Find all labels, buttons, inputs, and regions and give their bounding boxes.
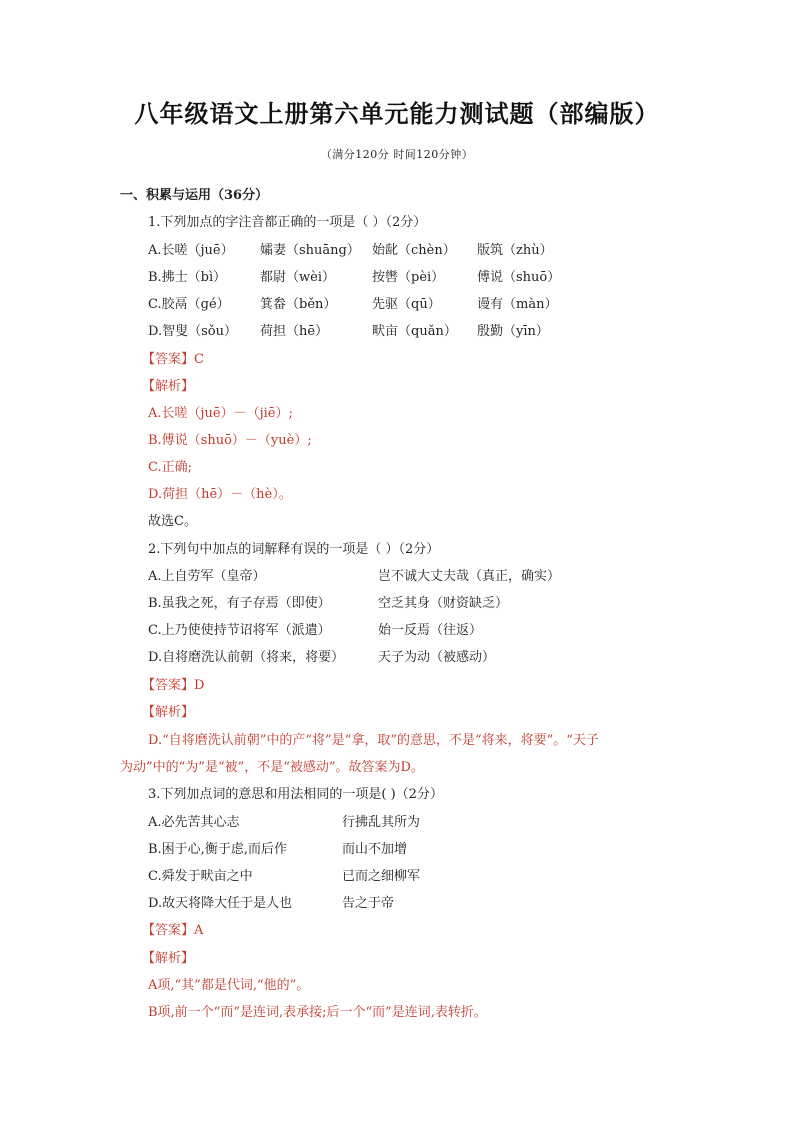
q2-stem: 2.下列句中加点的词解释有误的一项是（ ）（2分） xyxy=(148,542,440,557)
page-title: 八年级语文上册第六单元能力测试题（部编版） xyxy=(134,99,660,128)
page-subtitle: （满分120分 时间120分钟） xyxy=(320,148,474,161)
q2-note-line1: D.“自将磨洗认前朝”中的产“将”是“拿，取”的意思，不是“将来，将要”。“天子 xyxy=(148,733,599,748)
q1-c-3: 先驱（qū） xyxy=(372,297,441,312)
q3-stem: 3.下列加点词的意思和用法相同的一项是( )（2分） xyxy=(148,787,443,802)
q1-b-3: 按辔（pèi） xyxy=(372,270,445,285)
q3-a-2: 行拂乱其所为 xyxy=(342,815,421,830)
q3-a-1: A.必先苦其心志 xyxy=(148,815,240,830)
q2-analysis-label: 【解析】 xyxy=(142,705,195,720)
q1-note-a: A.长嗟（juē）－（jiē）; xyxy=(148,406,293,421)
q1-a-3: 始龀（chèn） xyxy=(372,243,456,258)
q1-a-1: A.长嗟（juē） xyxy=(148,243,234,258)
q1-conclusion: 故选C。 xyxy=(148,514,197,529)
q1-b-2: 都尉（wèi） xyxy=(260,270,335,285)
q1-d-2: 荷担（hē） xyxy=(260,324,329,339)
q1-d-3: 畎亩（quǎn） xyxy=(372,324,457,339)
q3-answer: 【答案】A xyxy=(142,923,204,938)
q2-c-2: 始一反焉（往返） xyxy=(378,623,483,638)
q3-b-2: 而山不加增 xyxy=(342,842,408,857)
q3-note-b: B项,前一个“而”是连词,表承接;后一个“而”是连词,表转折。 xyxy=(148,1005,487,1020)
q1-d-4: 殷勤（yīn） xyxy=(477,324,549,339)
q3-note-a: A项,“其”都是代词,“他的”。 xyxy=(148,978,310,993)
q1-b-4: 傅说（shuō） xyxy=(477,270,561,285)
q1-c-1: C.胶鬲（gé） xyxy=(148,297,230,312)
q1-stem: 1.下列加点的字注音都正确的一项是（ ）（2分） xyxy=(148,215,427,230)
q2-note-line2: 为动”中的“为”是“被”，不是“被感动”。故答案为D。 xyxy=(120,760,424,775)
q2-a-1: A.上自劳军（皇帝） xyxy=(148,569,266,584)
q1-b-1: B.拂士（bì） xyxy=(148,270,227,285)
q3-analysis-label: 【解析】 xyxy=(142,951,195,966)
q1-c-2: 箕畚（běn） xyxy=(260,297,337,312)
q1-c-4: 谩有（màn） xyxy=(477,297,558,312)
q1-note-c: C.正确; xyxy=(148,460,192,475)
q1-d-1: D.智叟（sǒu） xyxy=(148,324,237,339)
q2-d-2: 天子为动（被感动） xyxy=(378,650,496,665)
q1-analysis-label: 【解析】 xyxy=(142,379,195,394)
q3-d-2: 告之于帝 xyxy=(342,896,395,911)
q2-answer: 【答案】D xyxy=(142,678,205,693)
q2-c-1: C.上乃使使持节诏将军（派遣） xyxy=(148,623,331,638)
q3-b-1: B.困于心,衡于虑,而后作 xyxy=(148,842,287,857)
q3-c-1: C.舜发于畎亩之中 xyxy=(148,869,253,884)
q1-note-b: B.傅说（shuō）－（yuè）; xyxy=(148,433,312,448)
q3-c-2: 已而之细柳军 xyxy=(342,869,421,884)
q1-a-4: 版筑（zhù） xyxy=(477,243,553,258)
q2-a-2: 岂不诚大丈夫哉（真正，确实） xyxy=(378,569,561,584)
q3-d-1: D.故天将降大任于是人也 xyxy=(148,896,293,911)
q2-d-1: D.自将磨洗认前朝（将来，将要） xyxy=(148,650,345,665)
q1-a-2: 孀妻（shuāng） xyxy=(260,243,360,258)
q1-note-d: D.荷担（hē）－（hè）。 xyxy=(148,487,292,502)
q1-answer: 【答案】C xyxy=(142,352,204,367)
section-heading: 一、积累与运用（36分） xyxy=(120,188,269,203)
q2-b-1: B.虽我之死，有子存焉（即使） xyxy=(148,596,331,611)
q2-b-2: 空乏其身（财资缺乏） xyxy=(378,596,509,611)
